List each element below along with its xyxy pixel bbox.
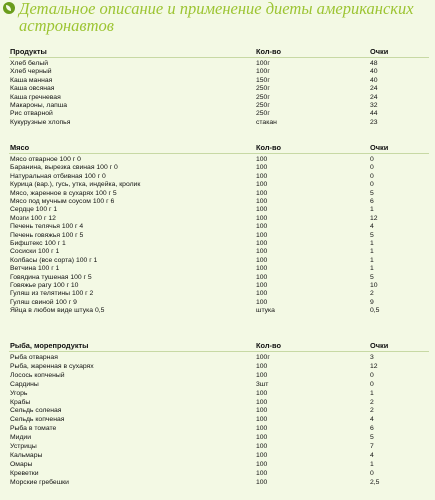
table-row [0,102,435,110]
quantity: 100 [256,273,268,281]
points: 0,5 [370,307,380,315]
table-row [0,443,435,451]
points: 7 [370,443,374,450]
product-name: Баранина, вырезка свиная 100 г 0 [10,164,118,172]
points: 3 [370,354,374,361]
quantity: 100 [256,214,268,222]
table-row [0,94,435,102]
product-name: Рис отварной [10,110,53,118]
quantity: 100 [256,460,268,468]
product-name: Мясо, жаренное в сухарях 100 г 5 [10,189,117,197]
quantity: 100 [256,443,268,450]
divider [9,153,429,154]
product-name: Лосось копченый [10,371,65,379]
points: 0 [370,156,374,163]
quantity: 100 [256,223,268,231]
product-name: Курица (вар.), гусь, утка, индейка, кролик [10,181,141,189]
table-row [0,265,435,273]
quantity: 100 [256,398,268,406]
points: 4 [370,223,374,231]
points: 0 [370,469,374,477]
table-row [0,190,435,198]
table-row [0,119,435,127]
quantity: 100 [256,290,268,298]
product-name: Кукурузные хлопья [10,118,71,126]
table-row [0,274,435,282]
product-name: Гуляш из телятины 100 г 2 [10,290,94,298]
points: 0 [370,172,374,180]
quantity: 250г [256,110,270,118]
product-name: Хлеб белый [10,60,49,67]
product-name: Гуляш свиной 100 г 9 [10,298,77,306]
product-name: Бифштекс 100 г 1 [10,240,66,247]
points: 10 [370,282,378,289]
quantity: 100г [256,354,270,361]
table-row [0,461,435,469]
quantity: 100 [256,282,268,289]
quantity: штука [256,307,275,315]
table-row [0,425,435,433]
product-name: Устрицы [10,443,37,450]
points: 44 [370,110,378,118]
points: 0 [370,371,374,379]
column-header: Очки [370,47,389,56]
points: 5 [370,273,374,281]
product-name: Угорь [10,389,28,397]
column-header: Рыба, морепродукты [10,341,89,350]
product-name: Хлеб черный [10,68,52,76]
quantity: 100г [256,68,270,76]
column-header: Кол-во [256,47,281,56]
points: 12 [370,362,378,370]
points: 5 [370,189,374,197]
product-name: Рыба в томате [10,425,57,433]
product-name: Сердце 100 г 1 [10,206,58,214]
product-name: Каша гречневая [10,93,61,101]
table-row [0,290,435,298]
product-name: Печень телячья 100 г 4 [10,223,84,231]
quantity: 100 [256,451,268,459]
table-row [0,470,435,478]
column-header: Мясо [10,143,30,152]
table-row [0,354,435,362]
table-row [0,215,435,223]
points: 23 [370,118,378,126]
table-row [0,307,435,315]
quantity: 100 [256,478,268,486]
points: 6 [370,198,374,205]
quantity: 100 [256,164,268,172]
column-header: Кол-во [256,341,281,350]
quantity: 100 [256,172,268,180]
quantity: 150г [256,76,270,84]
table-row [0,248,435,256]
points: 40 [370,76,378,84]
points: 40 [370,68,378,76]
quantity: 100г [256,60,270,67]
product-name: Мясо отварное 100 г 0 [10,156,81,163]
quantity: 100 [256,371,268,379]
product-name: Сардины [10,380,39,388]
points: 4 [370,416,374,424]
column-header: Кол-во [256,143,281,152]
points: 2 [370,398,374,406]
points: 4 [370,451,374,459]
table-row [0,257,435,265]
points: 1 [370,265,374,273]
page-title: Детальное описание и применение диеты американских астронавтов [19,0,414,35]
quantity: 100 [256,425,268,433]
points: 0 [370,164,374,172]
table-row [0,416,435,424]
table-row [0,399,435,407]
points: 32 [370,102,378,109]
table-row [0,164,435,172]
table-row [0,452,435,460]
quantity: 250г [256,102,270,109]
table-row [0,156,435,164]
column-header: Продукты [10,47,47,56]
quantity: 100 [256,256,268,264]
table-row [0,372,435,380]
points: 5 [370,231,374,239]
points: 2 [370,407,374,415]
quantity: 100 [256,265,268,273]
points: 2 [370,290,374,298]
quantity: 250г [256,85,270,93]
points: 24 [370,93,378,101]
product-name: Говядина тушеная 100 г 5 [10,273,92,281]
quantity: 100 [256,389,268,397]
points: 2,5 [370,478,380,486]
leaf-icon [3,2,15,14]
product-name: Сосиски 100 г 1 [10,248,60,256]
points: 1 [370,460,374,468]
product-name: Мидии [10,434,32,442]
quantity: 250г [256,93,270,101]
quantity: 100 [256,298,268,306]
quantity: 100 [256,206,268,214]
column-header: Очки [370,143,389,152]
points: 0 [370,181,374,189]
product-name: Говяжье рагу 100 г 10 [10,282,79,289]
quantity: 100 [256,407,268,415]
points: 12 [370,214,378,222]
product-name: Креветки [10,469,39,477]
product-name: Крабы [10,398,31,406]
table-row [0,299,435,307]
quantity: 100 [256,189,268,197]
product-name: Мозги 100 г 12 [10,214,56,222]
product-name: Мясо под мучным соусом 100 г 6 [10,198,115,205]
product-name: Омары [10,460,33,468]
quantity: стакан [256,118,277,126]
points: 0 [370,380,374,388]
points: 9 [370,298,374,306]
points: 48 [370,60,378,67]
table-row [0,68,435,76]
quantity: 100 [256,434,268,442]
points: 1 [370,240,374,247]
product-name: Ветчина 100 г 1 [10,265,60,273]
page-header [0,0,435,40]
table-row [0,240,435,248]
table-row [0,110,435,118]
table-row [0,363,435,371]
quantity: 3шт [256,380,269,388]
column-header: Очки [370,341,389,350]
product-name: Сельдь копченая [10,416,65,424]
points: 1 [370,206,374,214]
points: 24 [370,85,378,93]
table-row [0,390,435,398]
table-row [0,60,435,68]
product-name: Кальмары [10,451,43,459]
product-name: Колбасы (все сорта) 100 г 1 [10,256,98,264]
quantity: 100 [256,469,268,477]
table-row [0,232,435,240]
quantity: 100 [256,362,268,370]
table-row [0,198,435,206]
points: 1 [370,389,374,397]
table-row [0,479,435,487]
table-row [0,77,435,85]
quantity: 100 [256,231,268,239]
product-name: Морские гребешки [10,478,69,486]
quantity: 100 [256,248,268,256]
table-row [0,223,435,231]
table-row [0,181,435,189]
quantity: 100 [256,198,268,205]
quantity: 100 [256,240,268,247]
table-row [0,206,435,214]
product-name: Сельдь соленая [10,407,62,415]
divider [9,57,429,58]
table-row [0,282,435,290]
product-name: Рыба, жаренная в сухарях [10,362,94,370]
product-name: Каша овсяная [10,85,55,93]
points: 1 [370,256,374,264]
product-name: Макароны, лапша [10,102,68,109]
points: 1 [370,248,374,256]
quantity: 100 [256,156,268,163]
product-name: Яйца в любом виде штука 0,5 [10,307,105,315]
quantity: 100 [256,416,268,424]
product-name: Рыба отварная [10,354,58,361]
quantity: 100 [256,181,268,189]
table-row [0,407,435,415]
product-name: Натуральная отбивная 100 г 0 [10,172,106,180]
product-name: Каша манная [10,76,53,84]
table-row [0,173,435,181]
divider [9,351,429,352]
points: 5 [370,434,374,442]
product-name: Печень говяжья 100 г 5 [10,231,84,239]
table-row [0,85,435,93]
table-row [0,434,435,442]
points: 6 [370,425,374,433]
table-row [0,381,435,389]
